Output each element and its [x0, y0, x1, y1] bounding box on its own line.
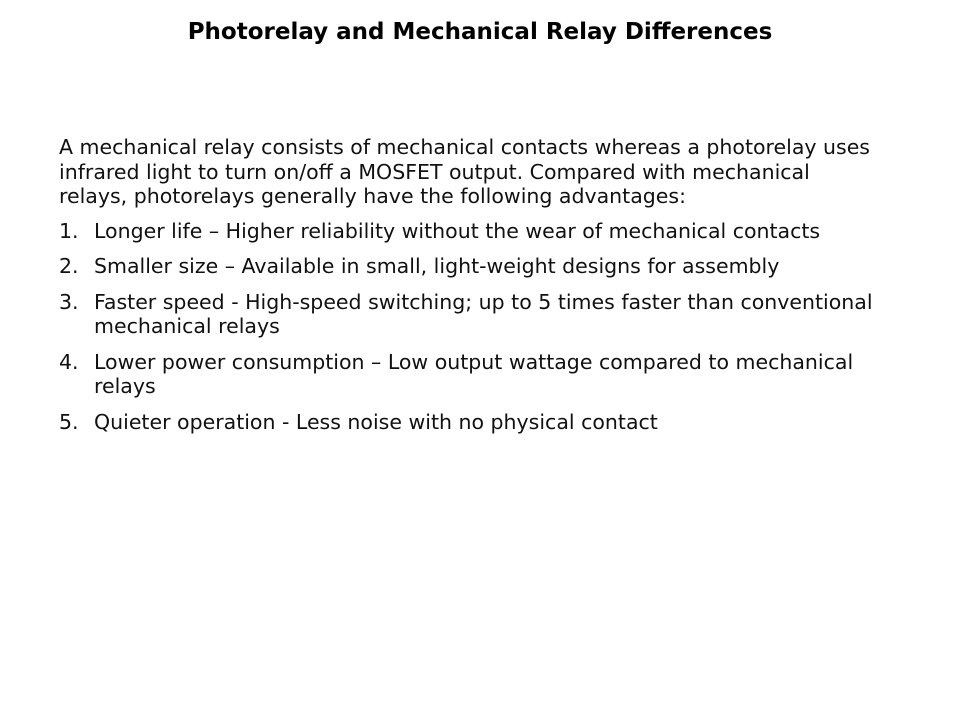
intro-paragraph: A mechanical relay consists of mechanical contacts whereas a photorelay uses infrared light to turn on/off a MOSFET output. Compared with mechanical relays, photorelays generally have the following advantages:	[59, 135, 870, 208]
slide-title: Photorelay and Mechanical Relay Differences	[187, 19, 773, 45]
list-item-number: 1.	[59, 218, 79, 243]
list-item-text: Smaller size – Available in small, light-weight designs for assembly	[94, 254, 780, 278]
list-item	[59, 410, 879, 435]
advantages-list	[59, 219, 879, 435]
list-item-text: Faster speed - High-speed switching; up to 5 times faster than conventional mechanical relays	[94, 289, 873, 338]
list-item-text: Quieter operation - Less noise with no physical contact	[94, 409, 658, 434]
list-item	[59, 290, 879, 339]
list-item	[59, 350, 879, 399]
list-item-number: 4.	[59, 349, 79, 374]
list-item-number: 2.	[59, 254, 79, 278]
list-item-text: Lower power consumption – Low output wattage compared to mechanical relays	[94, 349, 854, 398]
list-item-number: 5.	[59, 409, 79, 434]
list-item-number: 3.	[59, 289, 79, 314]
list-item-text: Longer life – Higher reliability without the wear of mechanical contacts	[94, 218, 821, 243]
list-item	[59, 254, 879, 279]
slide-body	[59, 135, 879, 445]
list-item	[59, 219, 879, 244]
